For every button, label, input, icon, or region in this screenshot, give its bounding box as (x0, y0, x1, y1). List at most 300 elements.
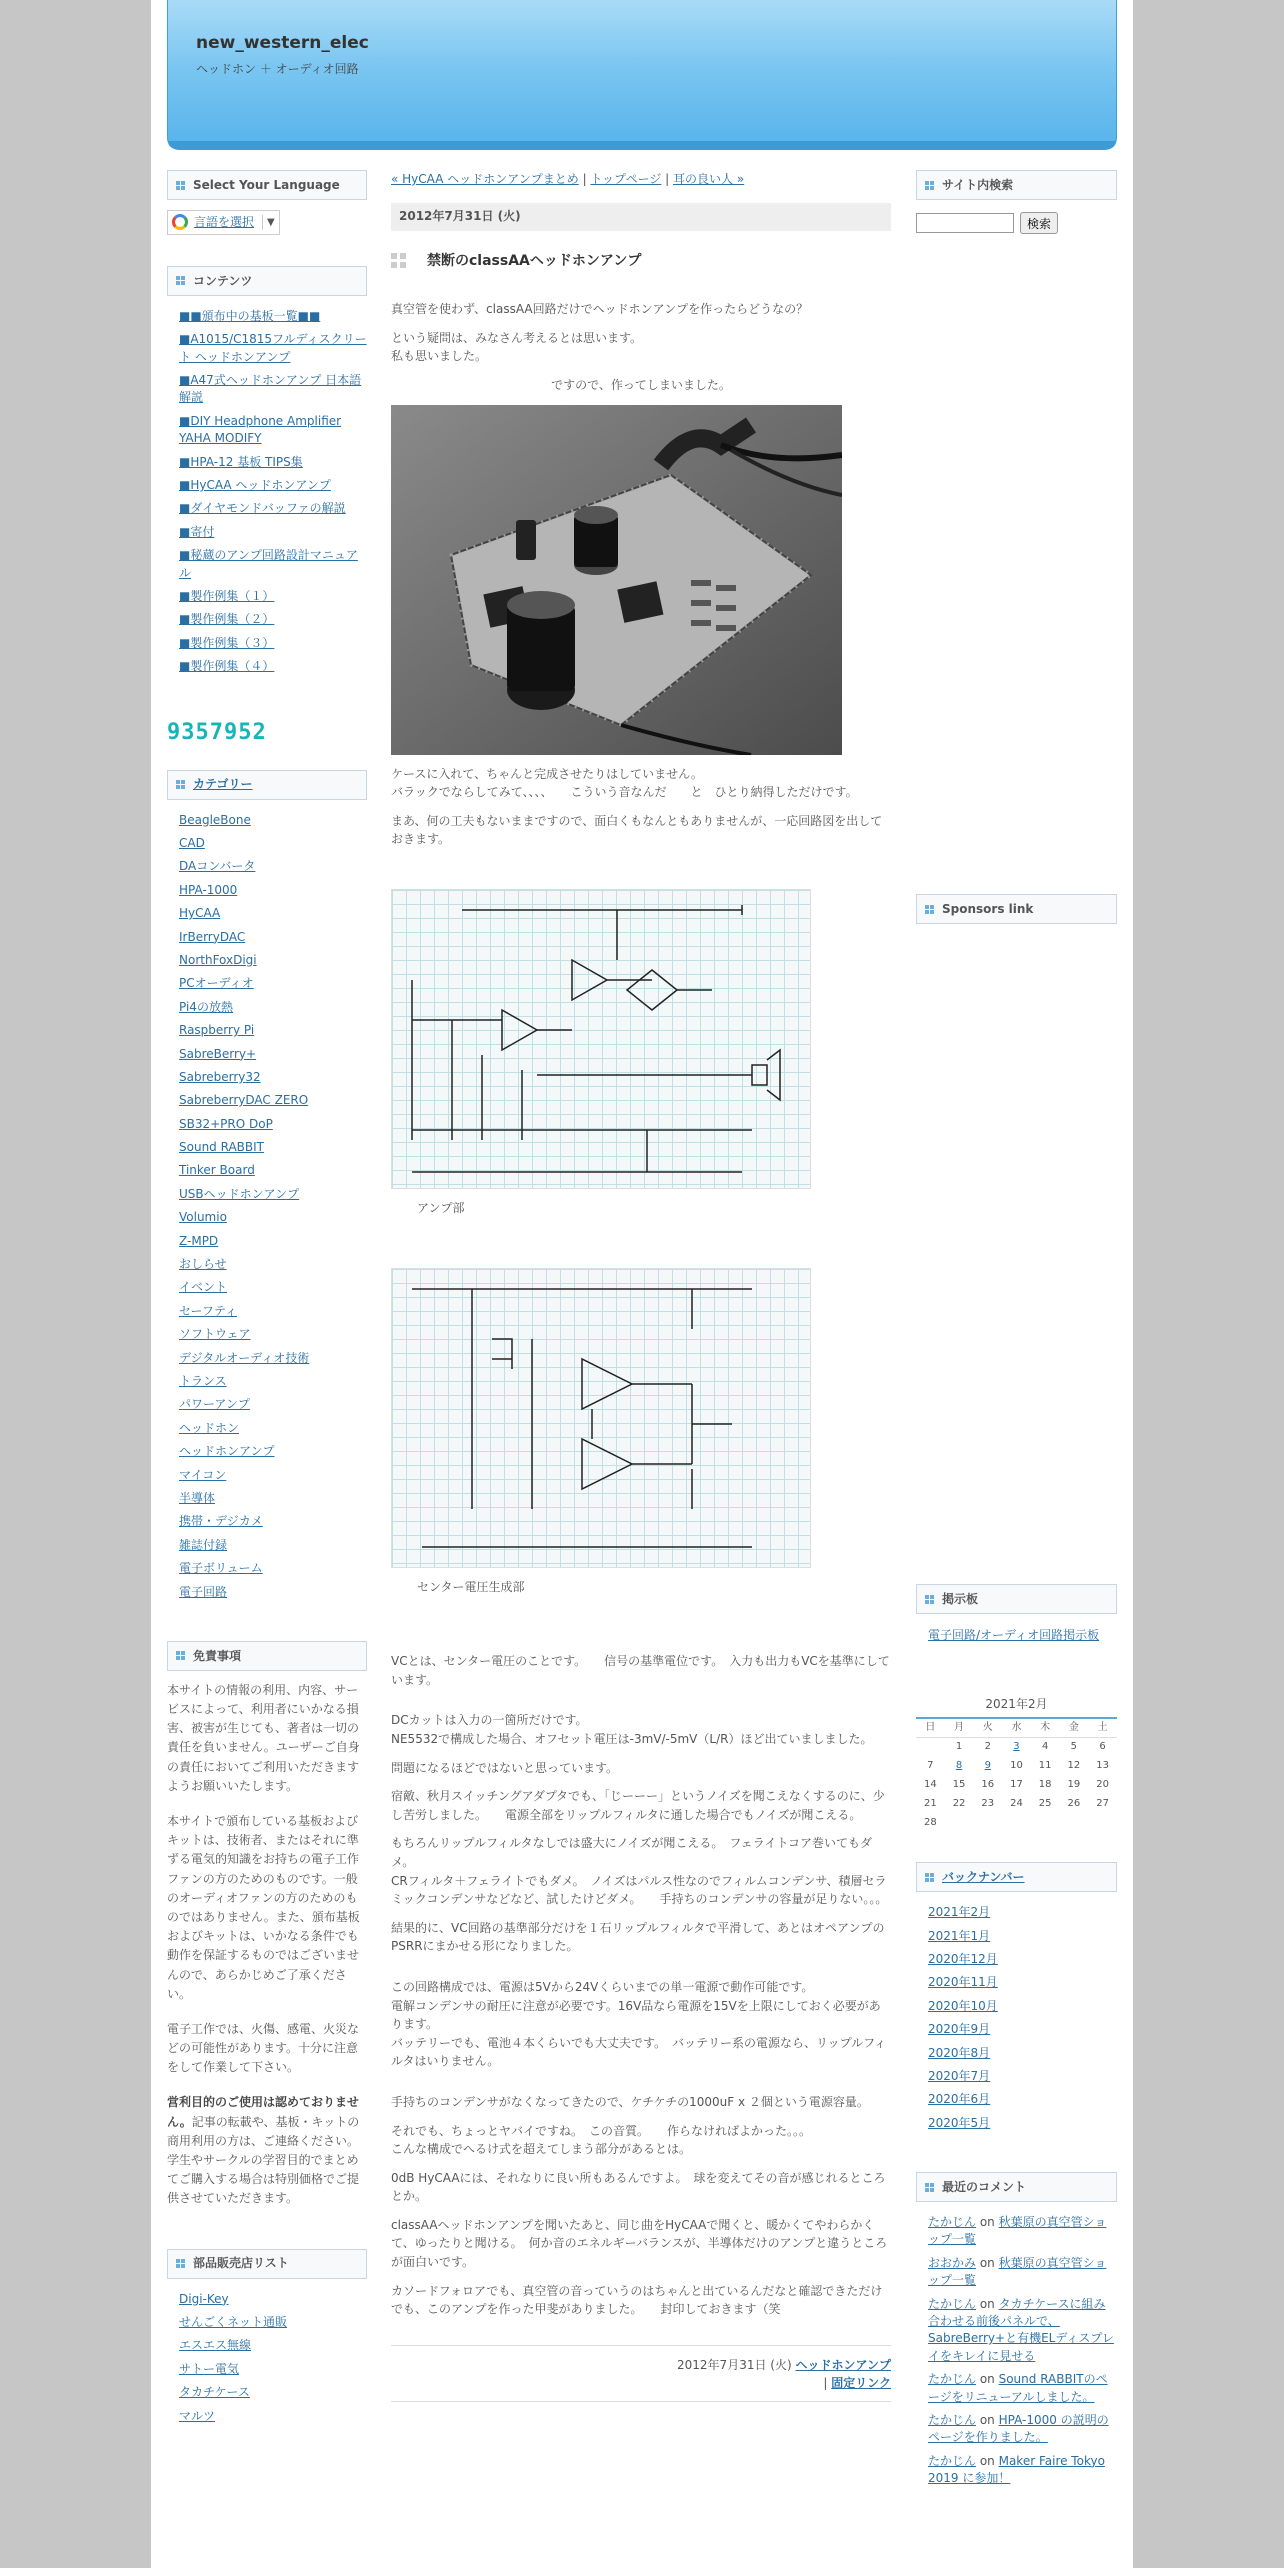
calendar-day (973, 1813, 1002, 1832)
calendar-day: 7 (927, 1759, 934, 1771)
main-content (391, 170, 891, 2402)
calendar-week (916, 1794, 1117, 1813)
calendar-day: 1 (955, 1741, 963, 1753)
backnumber-link[interactable]: 2021年2月 (928, 1905, 991, 1920)
backnumber-link[interactable]: 2020年11月 (928, 1975, 998, 1990)
top-page-link[interactable]: トップページ (590, 172, 662, 186)
nav-sep: | (578, 172, 591, 186)
list-item (179, 929, 367, 946)
calendar-day (1002, 1813, 1031, 1832)
category-link[interactable]: NorthFoxDigi (179, 952, 257, 967)
comment-post-link[interactable]: 秋葉原の真空管ショップ一覧 (928, 2255, 1107, 2288)
amp-caption: アンプ部 (417, 1201, 465, 1216)
disclaimer-p4-bold: 営利目的のご使用は認めておりません。 (167, 2095, 360, 2129)
contents-heading: コンテンツ (167, 266, 367, 296)
list-item (179, 2384, 367, 2401)
site-header (167, 0, 1117, 150)
calendar-day (973, 1756, 1002, 1775)
list-item (928, 1904, 1117, 1921)
search-input[interactable] (916, 213, 1014, 233)
bullet-icon (176, 1651, 185, 1660)
post-p12-line3: バッテリーでも、電池４本くらいでも大丈夫です。 バッテリー系の電源なら、リップルフィルタはいりません。 (391, 2035, 887, 2069)
list-item (179, 635, 367, 652)
comment-post-link[interactable]: タカチケースに組み合わせる前後パネルで、SabreBerry+と有機ELディスプレイをキレイに見せる (928, 2296, 1114, 2363)
disclaimer-heading: 免責事項 (167, 1641, 367, 1671)
category-link[interactable]: SabreberryDAC ZERO (179, 1093, 309, 1108)
calendar-day (1088, 1813, 1117, 1832)
comment-item (928, 2371, 1117, 2406)
calendar-day (1002, 1737, 1031, 1756)
post-title-text: 禁断のclassAAヘッドホンアンプ (427, 252, 642, 269)
shops-link[interactable]: マルツ (179, 2408, 216, 2423)
category-list (167, 800, 367, 1601)
calendar-weekday: 金 (1060, 1718, 1089, 1737)
comment-author-link[interactable]: たかじん (928, 2215, 977, 2230)
post-date-bar: 2012年7月31日 (火) (391, 203, 891, 231)
list-item (179, 1092, 367, 1109)
bullet-icon (925, 2183, 934, 2192)
calendar-week (916, 1775, 1117, 1794)
list-item (179, 1186, 367, 1203)
calendar-day: 6 (1099, 1741, 1106, 1753)
bullet-icon (925, 181, 934, 190)
shops-link[interactable]: サトー電気 (179, 2361, 240, 2376)
list-item (179, 999, 367, 1016)
page (151, 0, 1133, 2568)
access-counter: 9357952 (167, 719, 267, 745)
calendar-body (916, 1737, 1117, 1832)
category-link[interactable]: 電子回路 (179, 1584, 228, 1599)
calendar-day: 10 (1010, 1759, 1023, 1771)
category-link[interactable]: 半導体 (179, 1490, 216, 1505)
post-title (391, 251, 891, 273)
calendar-weekday: 月 (945, 1718, 974, 1737)
comment-author-link[interactable]: たかじん (928, 2372, 977, 2387)
comment-post-link[interactable]: 秋葉原の真空管ショップ一覧 (928, 2215, 1107, 2247)
chevron-down-icon[interactable]: ▼ (262, 215, 275, 231)
contents-link[interactable]: ■製作例集（１） (179, 588, 275, 603)
amp-schematic (391, 889, 811, 1189)
comment-author-link[interactable]: たかじん (928, 2413, 977, 2427)
calendar-weekday: 火 (973, 1718, 1002, 1737)
category-link[interactable]: USBヘッドホンアンプ (179, 1186, 300, 1201)
list-item (179, 1326, 367, 1343)
calendar-weekday: 水 (1002, 1718, 1031, 1737)
comment-item (928, 2255, 1117, 2290)
comment-on: on (976, 2372, 999, 2387)
category-link[interactable]: トランス (179, 1374, 227, 1388)
calendar-day-link[interactable]: 9 (984, 1759, 991, 1771)
list-item (179, 2361, 367, 2378)
list-item (179, 500, 367, 517)
comment-author-link[interactable]: たかじん (928, 2296, 977, 2311)
amplifier-photo (391, 405, 842, 755)
comment-post-link[interactable]: Sound RABBITのページをリニューアルしました。 (928, 2372, 1108, 2404)
list-item (928, 1951, 1117, 1968)
list-item (179, 611, 367, 628)
calendar-weekday: 木 (1031, 1718, 1060, 1737)
contents-link[interactable]: ■製作例集（３） (179, 635, 275, 650)
disclaimer-p4-text: 記事の転載や、基板・キットの商用利用の方は、ご連絡ください。学生やサークルの学習目的でまとめてご購入する場合は特別価格でご提供させていただきます。 (167, 2114, 360, 2206)
list-item (179, 1139, 367, 1156)
category-link[interactable]: IrBerryDAC (179, 929, 246, 944)
calendar-day: 28 (923, 1816, 937, 1828)
calendar-day-link[interactable]: 3 (1013, 1741, 1020, 1753)
category-link[interactable]: 携帯・デジカメ (179, 1514, 263, 1529)
calendar-table (916, 1717, 1117, 1832)
comment-on: on (976, 2215, 999, 2230)
post-title-icon (391, 253, 407, 269)
calendar-day: 11 (1038, 1759, 1052, 1771)
language-select-link[interactable]: 言語を選択 (194, 215, 255, 229)
contents-link[interactable]: ■寄付 (179, 524, 215, 539)
list-item (179, 1560, 367, 1577)
list-item (928, 2021, 1117, 2038)
category-link[interactable]: ソフトウェア (179, 1327, 251, 1342)
post-p10-line2: CRフィルタ＋フェライトでもダメ。 ノイズはパルス性なのでフィルムコンデンサ、積層セラミックコンデンサなどなど、試したけどダメ。 手持ちのコンデンサの容量が足りない。。。 (391, 1873, 888, 1907)
backnumber-link[interactable]: 2020年8月 (928, 2045, 991, 2060)
list-item (179, 477, 367, 494)
calendar-day: 20 (1096, 1778, 1109, 1790)
list-item (179, 1046, 367, 1063)
post-p7 (391, 1711, 891, 1748)
category-link[interactable]: Tinker Board (179, 1163, 255, 1178)
post-nav (391, 170, 891, 189)
contents-link[interactable]: ■A1015/C1815フルディスクリート ヘッドホンアンプ (179, 332, 367, 364)
bullet-icon (176, 276, 185, 285)
list-item (179, 1303, 367, 1320)
category-link[interactable]: Pi4の放熱 (179, 999, 233, 1014)
calendar-day: 22 (952, 1797, 966, 1809)
post-p7-line2: NE5532で構成した場合、オフセット電圧は-3mV/-5mV（L/R）ほど出ていましました。 (391, 1732, 873, 1746)
category-link[interactable]: Sabreberry32 (179, 1069, 261, 1084)
category-link[interactable]: デジタルオーディオ技術 (179, 1350, 310, 1365)
bullet-icon (176, 780, 185, 789)
list-item (179, 1513, 367, 1530)
calendar-day: 27 (1096, 1797, 1109, 1809)
calendar-week (916, 1756, 1117, 1775)
sponsors-heading: Sponsors link (916, 894, 1117, 924)
post-footer-divider (391, 2401, 891, 2402)
post-p11: 結果的に、VC回路の基準部分だけを１石リップルフィルタで平滑して、あとはオペアンプのPSRRにまかせる形になりました。 (391, 1920, 885, 1954)
calendar-day: 21 (923, 1797, 937, 1809)
category-link[interactable]: SabreBerry+ (179, 1046, 257, 1061)
contents-link[interactable]: ■秘蔵のアンプ回路設計マニュアル (179, 548, 358, 580)
list-item (179, 1162, 367, 1179)
search-form (916, 212, 1117, 234)
post-p10-line1: もちろんリップルフィルタなしでは盛大にノイズが聞こえる。 フェライトコア巻いてもダメ。 (391, 1836, 872, 1869)
category-link[interactable]: Z-MPD (179, 1233, 219, 1248)
site-title[interactable]: new_western_elec (196, 33, 369, 53)
post-p4-line1: ケースに入れて、ちゃんと完成させたりはしていません。 (391, 766, 703, 781)
footer-category-link[interactable]: ヘッドホンアンプ (795, 2357, 891, 2372)
post-p3: ですので、作ってしまいました。 (551, 378, 731, 393)
calendar-week (916, 1737, 1117, 1756)
bullet-icon (925, 1873, 934, 1882)
backnumber-link[interactable]: 2020年7月 (928, 2068, 991, 2083)
post-footer (391, 2345, 891, 2393)
list-item (179, 975, 367, 992)
bullet-icon (925, 1595, 934, 1604)
calendar-day: 12 (1067, 1759, 1081, 1771)
category-link[interactable]: イベント (179, 1280, 228, 1295)
list-item (179, 1116, 367, 1133)
calendar-day: 13 (1096, 1759, 1109, 1771)
contents-link[interactable]: ■■頒布中の基板一覧■■ (179, 308, 321, 323)
comment-author-link[interactable]: たかじん (928, 2453, 977, 2468)
post-p6: VCとは、センター電圧のことです。 信号の基準電位です。 入力も出力もVCを基準にしています。 (391, 1654, 890, 1687)
calendar-day: 26 (1067, 1797, 1081, 1809)
post-p12-line2: 電解コンデンサの耐圧に注意が必要です。16V品なら電源を15Vを上限にしておく必要があります。 (391, 1998, 881, 2032)
list-item (928, 2115, 1117, 2132)
contents-link[interactable]: ■A47式ヘッドホンアンプ 日本語解説 (179, 373, 362, 405)
category-link[interactable]: Volumio (179, 1210, 227, 1225)
list-item (179, 2337, 367, 2354)
list-item (179, 835, 367, 852)
contents-link[interactable]: ■HPA-12 基板 TIPS集 (179, 454, 303, 469)
list-item (179, 1233, 367, 1250)
post-p1: 真空管を使わず、classAA回路だけでヘッドホンアンプを作ったらどうなの？ (391, 302, 809, 317)
disclaimer-p4 (167, 2093, 367, 2208)
site-description: ヘッドホン ＋ オーディオ回路 (196, 62, 359, 76)
category-link[interactable]: SB32+PRO DoP (179, 1116, 273, 1131)
calendar-day (1031, 1813, 1060, 1832)
list-item (179, 331, 367, 366)
category-link[interactable]: CAD (179, 836, 205, 851)
list-item (179, 2408, 367, 2425)
search-heading: サイト内検索 (916, 170, 1117, 200)
calendar-day: 4 (1041, 1741, 1049, 1753)
shops-link[interactable]: エスエス無線 (179, 2338, 252, 2353)
disclaimer-p2: 本サイトで頒布している基板およびキットは、技術者、またはそれに準ずる電気的知識をお持ちの電子工作ファンの方のためのものです。一般のオーディオファンの方のためのものではありません。また、頒布基板およびキットは、いかなる条件でも動作を保証するものではございませんので、あらかじめご了承ください。 (167, 1814, 360, 2001)
post-p15: 0dB HyCAAには、それなりに良い所もあるんですよ。 球を変えてその音が感じれるところとか。 (391, 2170, 886, 2204)
category-link[interactable]: セーフティ (179, 1303, 237, 1318)
calendar-weekday: 日 (916, 1718, 945, 1737)
next-post-link[interactable]: 耳の良い人 » (673, 172, 745, 186)
contents-link[interactable]: ■DIY Headphone Amplifier YAHA MODIFY (179, 413, 342, 446)
list-item (928, 2091, 1117, 2108)
comment-on: on (976, 2296, 999, 2311)
post-p10 (391, 1834, 891, 1908)
calendar-day (945, 1813, 974, 1832)
comments-heading: 最近のコメント (916, 2172, 1117, 2202)
calendar-day (945, 1756, 974, 1775)
comment-item (928, 2412, 1117, 2447)
calendar-day: 18 (1038, 1778, 1052, 1790)
list-item (179, 1467, 367, 1484)
comments-list (916, 2202, 1117, 2487)
category-link[interactable]: 電子ボリューム (179, 1561, 263, 1576)
backnumber-link[interactable]: 2020年9月 (928, 2022, 991, 2037)
list-item (179, 952, 367, 969)
calendar-day: 24 (1010, 1797, 1023, 1809)
board-heading: 掲示板 (916, 1584, 1117, 1614)
category-link[interactable]: おしらせ (179, 1257, 227, 1272)
permalink-link[interactable]: 固定リンク (831, 2376, 891, 2391)
comment-item (928, 2214, 1117, 2249)
post-p4 (391, 765, 891, 802)
post-p8: 問題になるほどではないと思っています。 (391, 1760, 619, 1775)
calendar-day: 15 (952, 1778, 966, 1790)
nav-sep: | (661, 172, 674, 186)
list-item (179, 547, 367, 582)
category-heading-link[interactable]: カテゴリー (193, 777, 253, 792)
category-link[interactable]: 雑誌付録 (179, 1537, 228, 1552)
list-item (179, 1584, 367, 1601)
list-item (179, 1256, 367, 1273)
calendar-weekdays (916, 1718, 1117, 1737)
list-item (179, 1537, 367, 1554)
backnumber-heading-link[interactable]: バックナンバー (942, 1869, 1025, 1884)
contents-link[interactable]: ■HyCAA ヘッドホンアンプ (179, 478, 331, 493)
calendar-day: 17 (1010, 1778, 1023, 1790)
bullet-icon (925, 905, 934, 914)
post-p2 (391, 329, 891, 366)
post-p14-line2: こんな構成でへるけ式を超えてしまう部分があるとは。 (391, 2142, 692, 2157)
shops-link[interactable]: タカチケース (179, 2385, 250, 2400)
post-p17: カソードフォロアでも、真空管の音っていうのはちゃんと出ているんだなと確認できただけでも、このアンプを作った甲斐がありました。 封印しておきます（笑 (391, 2283, 883, 2317)
disclaimer-p1: 本サイトの情報の利用、内容、サービスによって、利用者にいかなる損害、被害が生じても、著者は一切の責任を負いません。ユーザーご自身の責任においてご利用いただきますようお願いいたします。 (167, 1682, 360, 1793)
category-link[interactable]: HyCAA (179, 906, 221, 921)
contents-link[interactable]: ■製作例集（４） (179, 659, 275, 674)
list-item (179, 1396, 367, 1413)
post-p7-line1: DCカットは入力の一箇所だけです。 (391, 1713, 588, 1728)
calendar-day: 14 (923, 1778, 937, 1790)
shops-link[interactable]: せんごくネット通販 (179, 2314, 288, 2329)
list-item (179, 1022, 367, 1039)
category-link[interactable]: マイコン (179, 1467, 227, 1482)
board-link-wrap (916, 1614, 1117, 1645)
footer-date: 2012年7月31日 (火) (677, 2357, 792, 2372)
backnumber-list (916, 1892, 1117, 2132)
calendar-day: 16 (981, 1778, 995, 1790)
backnumber-link[interactable]: 2021年1月 (928, 1928, 991, 1943)
disclaimer-text (167, 1671, 367, 2209)
calendar-weekday: 土 (1088, 1718, 1117, 1737)
post-p13: 手持ちのコンデンサがなくなってきたので、ケチケチの1000uF x ２個という電源容量。 (391, 2094, 869, 2109)
header-bottom-bar (168, 141, 1116, 149)
post-p16: classAAヘッドホンアンプを聞いたあと、同じ曲をHyCAAで聞くと、暖かくてやわらかくて、ゆったりと聞ける。 何か音のエネルギーバランスが、半導体だけのアンプと違うところが面白いです。 (391, 2217, 888, 2270)
category-link[interactable]: Sound RABBIT (179, 1140, 264, 1155)
vc-schematic (391, 1268, 811, 1568)
list-item (179, 812, 367, 829)
post-p12-line1: この回路構成では、電源は5Vから24Vくらいまでの単一電源で動作可能です。 (391, 1979, 814, 1994)
comment-on: on (976, 2453, 999, 2468)
prev-post-link[interactable]: « HyCAA ヘッドホンアンプまとめ (391, 172, 579, 186)
language-selector[interactable] (167, 210, 280, 235)
category-link[interactable]: PCオーディオ (179, 976, 254, 991)
backnumber-link[interactable]: 2020年6月 (928, 2092, 991, 2107)
calendar-day-link[interactable]: 8 (955, 1759, 963, 1771)
post-p14-line1: それでも、ちょっとヤバイですね。 この音質。 作らなければよかった。。。 (391, 2123, 812, 2138)
list-item (179, 1373, 367, 1390)
calendar-day: 19 (1067, 1778, 1081, 1790)
bullet-icon (176, 181, 185, 190)
list-item (179, 413, 367, 448)
comment-on: on (976, 2413, 999, 2427)
google-icon (172, 214, 188, 230)
category-link[interactable]: パワーアンプ (179, 1397, 250, 1412)
right-sidebar (916, 170, 1117, 2494)
list-item (928, 1974, 1117, 1991)
footer-sep: | (823, 2376, 832, 2391)
post-p14 (391, 2122, 891, 2159)
list-item (179, 1279, 367, 1296)
list-item (928, 2045, 1117, 2062)
bullet-icon (176, 2259, 185, 2268)
calendar-day (1060, 1813, 1089, 1832)
category-link[interactable]: ヘッドホン (179, 1420, 240, 1435)
calendar (916, 1695, 1117, 1833)
backnumber-link[interactable]: 2020年12月 (928, 1951, 998, 1966)
comment-on: on (976, 2255, 999, 2270)
calendar-day: 25 (1038, 1797, 1052, 1809)
comment-author-link[interactable]: おおかみ (928, 2255, 977, 2270)
category-link[interactable]: Raspberry Pi (179, 1023, 255, 1038)
contents-link[interactable]: ■製作例集（２） (179, 612, 275, 627)
post-p2-line1: という疑問は、みなさん考えるとは思います。 (391, 330, 643, 345)
list-item (179, 588, 367, 605)
post-p12 (391, 1978, 891, 2071)
search-button[interactable]: 検索 (1020, 212, 1058, 234)
list-item (928, 2068, 1117, 2085)
backnumber-heading (916, 1862, 1117, 1892)
comment-item (928, 2453, 1117, 2488)
left-sidebar (167, 170, 367, 2431)
contents-link[interactable]: ■ダイヤモンドバッファの解説 (179, 501, 346, 516)
post-p5: まあ、何の工夫もないままですので、面白くもなんともありませんが、一応回路図を出しておきます。 (391, 813, 883, 847)
list-item (928, 1998, 1117, 2015)
list-item (179, 658, 367, 675)
calendar-day: 5 (1070, 1741, 1078, 1753)
post-p9: 宿敵、秋月スイッチングアダプタでも、「じーーー」というノイズを聞こえなくするのに、少し苦労しました。 電源全部をリップルフィルタに通した場合でもノイズが聞こえる。 (391, 1789, 885, 1822)
list-item (179, 1209, 367, 1226)
backnumber-link[interactable]: 2020年10月 (928, 1998, 998, 2013)
comment-post-link[interactable]: Maker Faire Tokyo 2019 に参加！ (928, 2453, 1105, 2486)
category-link[interactable]: BeagleBone (179, 812, 251, 827)
list-item (928, 1928, 1117, 1945)
list-item (179, 308, 367, 325)
list-item (179, 882, 367, 899)
list-item (179, 524, 367, 541)
list-item (179, 372, 367, 407)
post-body (391, 300, 891, 2319)
shops-list (167, 2279, 367, 2425)
list-item (179, 858, 367, 875)
category-link[interactable]: HPA-1000 (179, 882, 238, 897)
comment-post-link[interactable]: HPA-1000 の説明のページを作りました。 (928, 2413, 1109, 2445)
list-item (179, 1069, 367, 1086)
post-p4-line2: バラックでならしてみて、、、、 こういう音なんだ と ひとり納得しただけです。 (391, 785, 858, 800)
list-item (179, 1490, 367, 1507)
calendar-day (916, 1737, 945, 1756)
disclaimer-p3: 電子工作では、火傷、感電、火災などの可能性があります。十分に注意をして作業して下さい。 (167, 2021, 360, 2075)
category-link[interactable]: ヘッドホンアンプ (179, 1444, 275, 1459)
backnumber-link[interactable]: 2020年5月 (928, 2115, 991, 2130)
list-item (179, 1350, 367, 1367)
language-heading: Select Your Language (167, 170, 367, 200)
shops-link[interactable]: Digi-Key (179, 2291, 229, 2306)
board-link[interactable]: 電子回路/オーディオ回路掲示板 (928, 1628, 1100, 1642)
list-item (179, 454, 367, 471)
category-link[interactable]: DAコンバータ (179, 859, 256, 874)
list-item (179, 1420, 367, 1437)
contents-list (167, 296, 367, 676)
calendar-day: 2 (984, 1741, 991, 1753)
list-item (179, 1443, 367, 1460)
calendar-day: 23 (981, 1797, 995, 1809)
list-item (179, 2314, 367, 2331)
